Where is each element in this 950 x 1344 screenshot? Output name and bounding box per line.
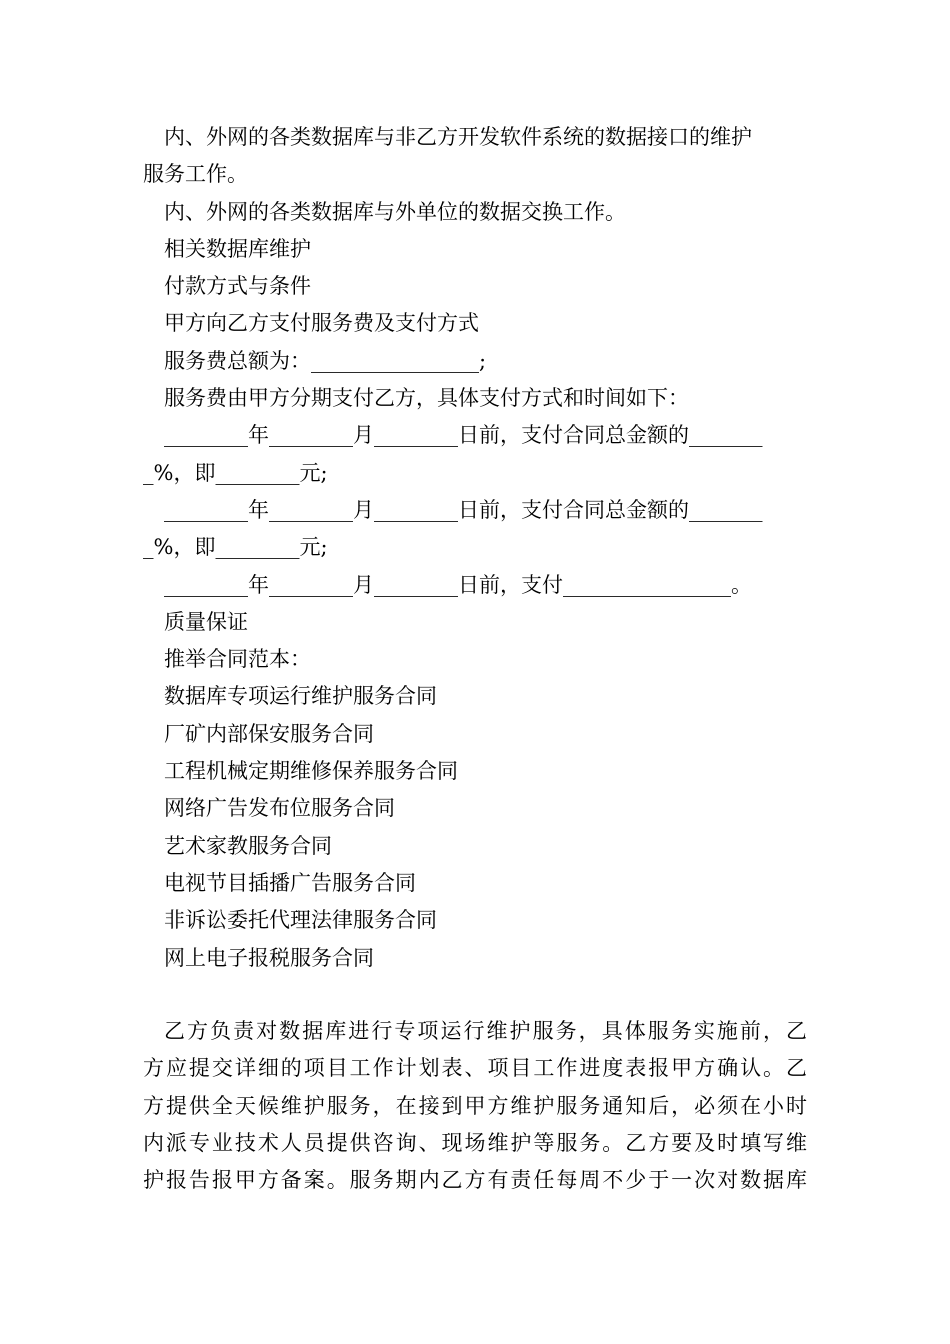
fee-total-line: 服务费总额为：________________;: [164, 348, 487, 373]
payment-line: ________年________月________日前，支付合同总金额的_______: [164, 423, 763, 448]
section-heading: 质量保证: [164, 609, 248, 634]
section-heading: 推举合同范本：: [164, 647, 311, 672]
paragraph-line: 内派专业技术人员提供咨询、现场维护等服务。乙方要及时填写维: [143, 1130, 807, 1155]
text-line: 服务费由甲方分期支付乙方，具体支付方式和时间如下：: [164, 386, 689, 411]
payment-line: ________年________月________日前，支付合同总金额的_______: [164, 497, 763, 522]
text-line: 服务工作。: [143, 162, 248, 187]
service-paragraph: [143, 1013, 807, 1199]
template-list-item: 厂矿内部保安服务合同: [164, 721, 374, 746]
template-list-item: 艺术家教服务合同: [164, 833, 332, 858]
payment-line: _%，即________元;: [143, 535, 328, 560]
paragraph-line: 方提供全天候维护服务，在接到甲方维护服务通知后，必须在小时: [143, 1093, 807, 1118]
payment-line: ________年________月________日前，支付________________。: [164, 572, 752, 597]
template-list-item: 数据库专项运行维护服务合同: [164, 684, 437, 709]
template-list-item: 网络广告发布位服务合同: [164, 796, 395, 821]
paragraph-line: 方应提交详细的项目工作计划表、项目工作进度表报甲方确认。乙: [143, 1056, 807, 1081]
text-line: 内、外网的各类数据库与非乙方开发软件系统的数据接口的维护: [164, 125, 752, 149]
template-list-item: 非诉讼委托代理法律服务合同: [164, 908, 437, 933]
paragraph-line: 护报告报甲方备案。服务期内乙方有责任每周不少于一次对数据库: [143, 1168, 807, 1193]
template-list-item: 工程机械定期维修保养服务合同: [164, 759, 458, 784]
template-list-item: 网上电子报税服务合同: [164, 945, 374, 970]
section-heading: 付款方式与条件: [164, 274, 311, 299]
payment-line: _%，即________元;: [143, 460, 328, 485]
text-line: 甲方向乙方支付服务费及支付方式: [164, 311, 479, 336]
document-body: [143, 119, 807, 977]
text-line: 内、外网的各类数据库与外单位的数据交换工作。: [164, 199, 626, 224]
paragraph-line: 乙方负责对数据库进行专项运行维护服务，具体服务实施前，乙: [164, 1019, 807, 1043]
section-heading: 相关数据库维护: [164, 236, 311, 261]
template-list-item: 电视节目插播广告服务合同: [164, 870, 416, 895]
